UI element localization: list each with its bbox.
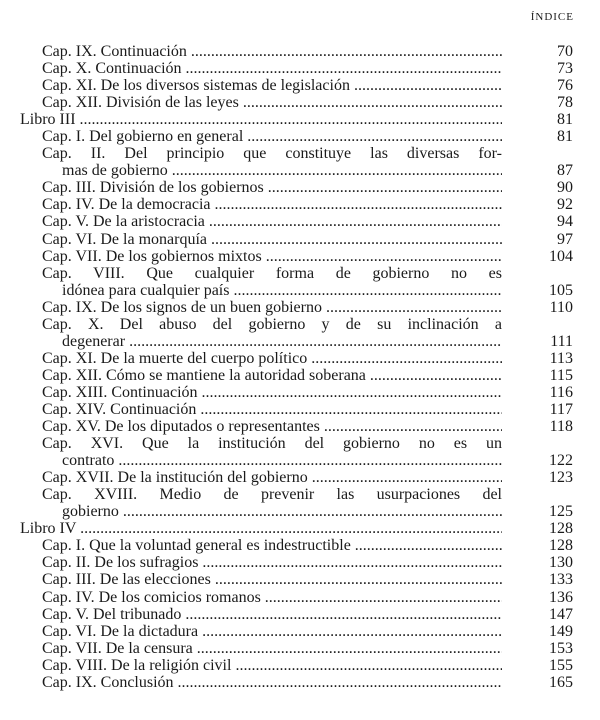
- toc-entry-title: Cap. IV. De la democracia .....: [42, 196, 502, 213]
- toc-page-number: 136: [549, 588, 573, 606]
- toc-entry-title: Cap. XI. De los diversos sistemas de legislación .....: [42, 77, 502, 94]
- toc-page-number: 115: [549, 366, 573, 384]
- toc-page-number: 128: [549, 537, 573, 555]
- toc-entry: [0, 452, 600, 469]
- toc-entry: [0, 316, 600, 333]
- toc-page-number: 81: [557, 111, 573, 129]
- toc-entry: [0, 384, 600, 401]
- toc-entry-title: Cap. VI. De la dictadura .....: [42, 623, 502, 640]
- toc-entry-title: mas de gobierno .....: [62, 162, 502, 179]
- toc-book-entry: [0, 520, 600, 537]
- toc-entry-title: Libro IV .....: [20, 520, 502, 537]
- toc-entry: [0, 537, 600, 554]
- toc-page-number: 125: [549, 503, 573, 521]
- toc-entry-title: Cap. XVIII. Medio de prevenir las usurpaciones del: [42, 486, 502, 504]
- toc-entry: [0, 367, 600, 384]
- toc-page-number: 165: [549, 673, 573, 691]
- toc-entry: [0, 350, 600, 367]
- toc-entry: [0, 60, 600, 77]
- toc-entry: [0, 554, 600, 571]
- toc-page-number: 130: [549, 554, 573, 572]
- toc-entry: [0, 674, 600, 691]
- toc-entry: [0, 77, 600, 94]
- toc-entry: [0, 401, 600, 418]
- toc-entry-title: Cap. XIV. Continuación .....: [42, 401, 502, 418]
- toc-entry: [0, 94, 600, 111]
- toc-entry-title: contrato .....: [62, 452, 502, 469]
- toc-entry: [0, 571, 600, 588]
- toc-entry: [0, 213, 600, 230]
- toc-entry-title: Cap. III. División de los gobiernos .....: [42, 179, 502, 196]
- toc-entry-title: Cap. X. Continuación .....: [42, 60, 502, 77]
- toc-page-number: 128: [549, 520, 573, 538]
- toc-entry-title: Cap. XII. División de las leyes .....: [42, 94, 502, 111]
- toc-page-number: 117: [549, 400, 573, 418]
- toc-entry-title: Cap. IX. Continuación .....: [42, 43, 502, 60]
- toc-book-entry: [0, 111, 600, 128]
- toc-entry: [0, 196, 600, 213]
- toc-entry: [0, 128, 600, 145]
- toc-entry-title: Cap. VIII. De la religión civil .....: [42, 657, 502, 674]
- toc-entry-title: Cap. XIII. Continuación .....: [42, 384, 502, 401]
- toc-page-number: 113: [549, 349, 573, 367]
- toc-entry-title: Cap. V. De la aristocracia .....: [42, 213, 502, 230]
- toc-page-number: 118: [549, 418, 573, 436]
- toc-entry-title: idónea para cualquier país .....: [62, 282, 502, 299]
- toc-page-number: 94: [557, 213, 573, 231]
- toc-entry-title: Cap. XV. De los diputados o representantes .....: [42, 418, 502, 435]
- toc-entry: [0, 606, 600, 623]
- toc-page-number: 155: [549, 656, 573, 674]
- toc-page-number: 76: [557, 77, 573, 95]
- toc-entry-title: Cap. XI. De la muerte del cuerpo político .....: [42, 350, 502, 367]
- toc-entry-title: Cap. X. Del abuso del gobierno y de su inclinación a: [42, 315, 502, 333]
- toc-entry-title: Cap. XII. Cómo se mantiene la autoridad soberana .....: [42, 367, 502, 384]
- toc-page-number: 104: [549, 247, 573, 265]
- toc-entry: [0, 248, 600, 265]
- toc-page-number: 105: [549, 281, 573, 299]
- toc-entry: [0, 43, 600, 60]
- toc-entry-title: Cap. VII. De la censura .....: [42, 640, 502, 657]
- toc-entry: [0, 299, 600, 316]
- toc-entry: [0, 282, 600, 299]
- toc-entry-title: Cap. II. De los sufragios .....: [42, 554, 502, 571]
- toc-entry: [0, 589, 600, 606]
- toc-entry: [0, 231, 600, 248]
- toc-page-number: 73: [557, 60, 573, 78]
- toc-entry: [0, 162, 600, 179]
- toc-entry-title: Cap. I. Del gobierno en general .....: [42, 128, 502, 145]
- toc-page-number: 123: [549, 469, 573, 487]
- toc-page-number: 110: [549, 298, 573, 316]
- toc-entry-title: Cap. II. Del principio que constituye las diversas for-: [42, 145, 502, 163]
- toc-entry: [0, 486, 600, 503]
- toc-page-number: 133: [549, 571, 573, 589]
- toc-page-number: 92: [557, 196, 573, 214]
- toc-entry-title: Cap. IX. De los signos de un buen gobierno .....: [42, 299, 502, 316]
- toc-entry-title: Cap. V. Del tribunado .....: [42, 606, 502, 623]
- toc-page-number: 90: [557, 179, 573, 197]
- toc-entry: [0, 265, 600, 282]
- toc-entry-title: Cap. III. De las elecciones .....: [42, 571, 502, 588]
- toc-page-number: 147: [549, 605, 573, 623]
- toc-entry-title: Cap. XVI. Que la institución del gobierno no es un: [42, 435, 502, 453]
- toc-page-number: 81: [557, 128, 573, 146]
- toc-page-number: 70: [557, 43, 573, 60]
- toc-entry-title: Cap. I. Que la voluntad general es indestructible .....: [42, 537, 502, 554]
- toc-entry: [0, 145, 600, 162]
- toc-entry-title: Cap. IV. De los comicios romanos .....: [42, 589, 502, 606]
- toc-page-number: 116: [549, 383, 573, 401]
- toc-page-number: 97: [557, 230, 573, 248]
- toc-entry-title: Libro III .....: [20, 111, 502, 128]
- toc-entry-title: Cap. VII. De los gobiernos mixtos .....: [42, 248, 502, 265]
- toc-entry-title: degenerar .....: [62, 333, 502, 350]
- toc-entry-title: Cap. IX. Conclusión .....: [42, 674, 502, 691]
- toc-page-number: 111: [550, 332, 573, 350]
- toc-entry: [0, 435, 600, 452]
- toc-page-number: 153: [549, 639, 573, 657]
- toc-entry-title: Cap. VIII. Que cualquier forma de gobierno no es: [42, 264, 502, 282]
- toc-entry: [0, 418, 600, 435]
- toc-entry: [0, 640, 600, 657]
- toc-entry: [0, 179, 600, 196]
- table-of-contents: [0, 43, 600, 691]
- toc-entry-title: Cap. VI. De la monarquía .....: [42, 231, 502, 248]
- toc-page-number: 78: [557, 94, 573, 112]
- toc-entry: [0, 469, 600, 486]
- running-head: ÍNDICE: [530, 11, 574, 23]
- toc-entry: [0, 623, 600, 640]
- toc-entry: [0, 657, 600, 674]
- toc-entry: [0, 333, 600, 350]
- toc-page-number: 122: [549, 452, 573, 470]
- toc-entry-title: Cap. XVII. De la institución del gobierno .....: [42, 469, 502, 486]
- toc-page-number: 87: [557, 162, 573, 180]
- toc-entry-title: gobierno .....: [62, 503, 502, 520]
- toc-entry: [0, 503, 600, 520]
- toc-page-number: 149: [549, 622, 573, 640]
